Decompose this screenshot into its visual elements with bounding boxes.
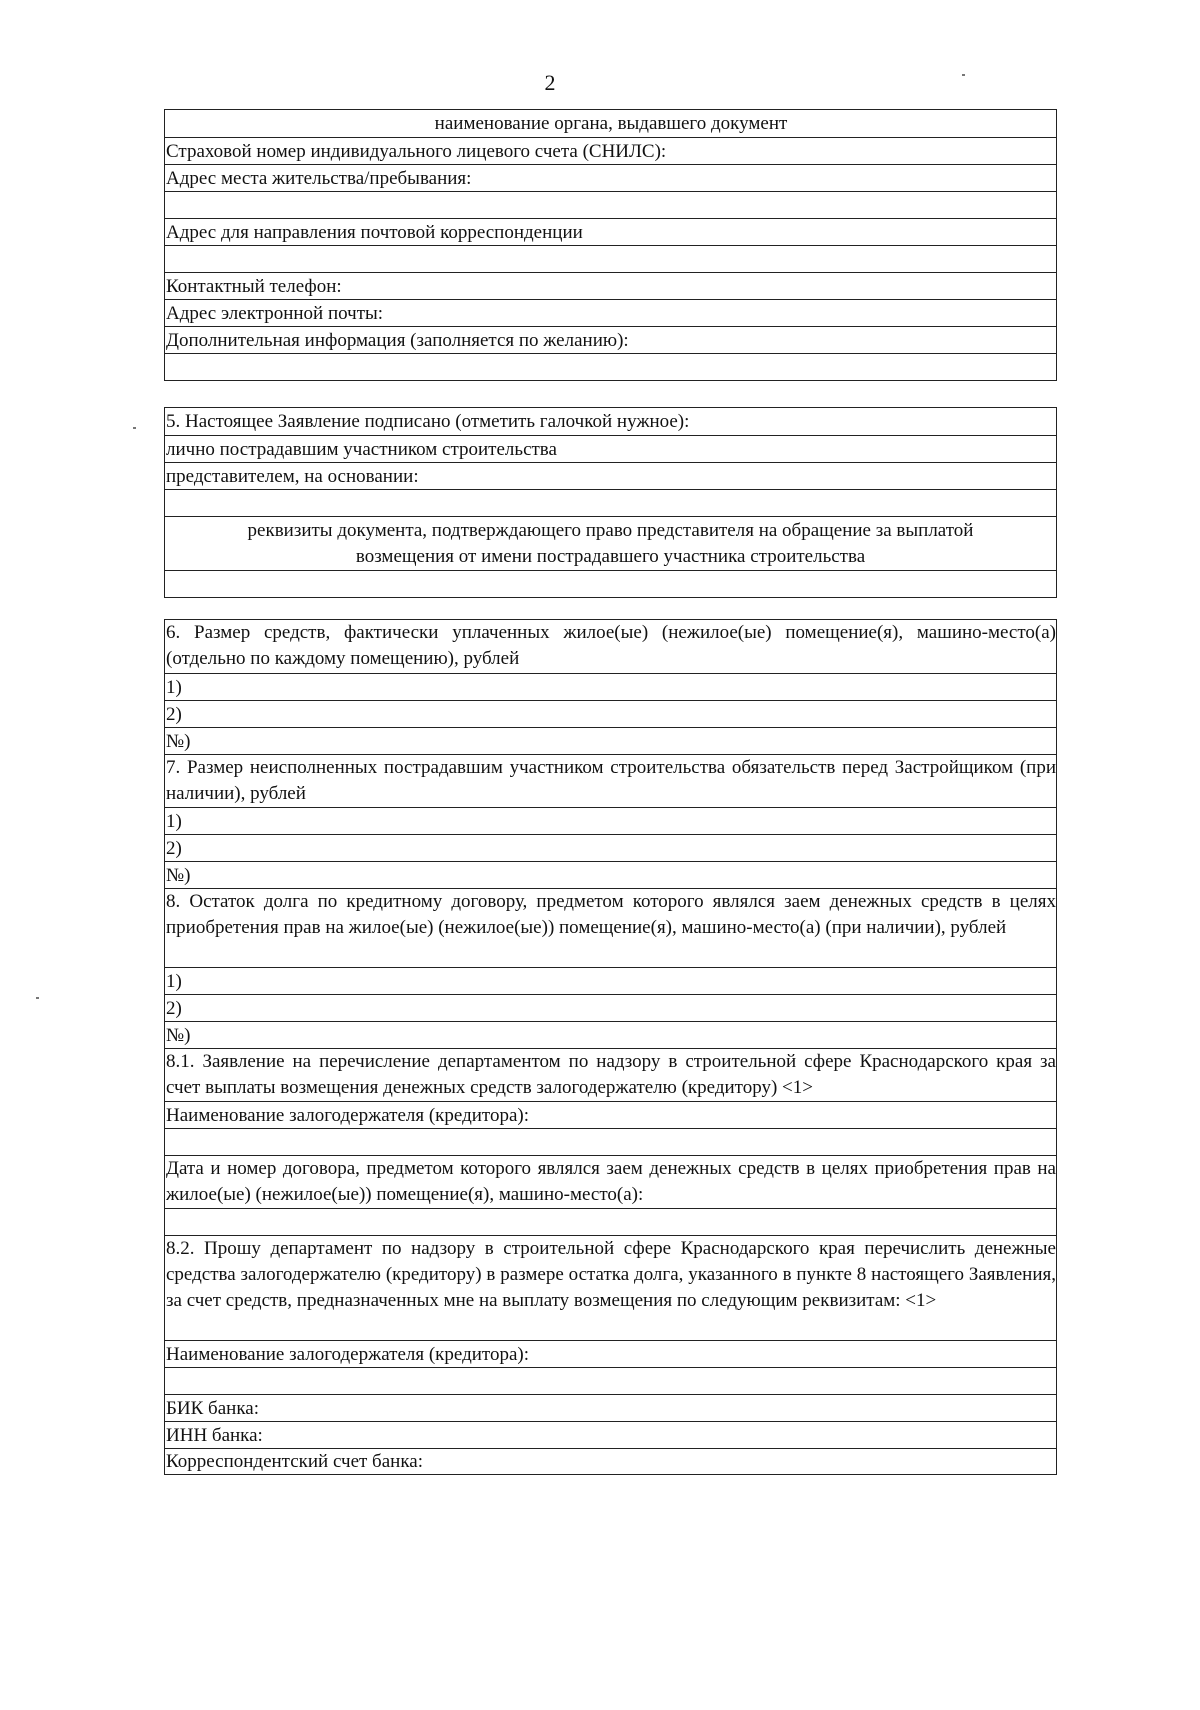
issuer-caption: наименование органа, выдавшего документ bbox=[434, 113, 788, 134]
item-7-title: 7. Размер неисполненных пострадавшим участником строительства обязательств перед Застройщиком (при наличии), рублей bbox=[165, 754, 1056, 807]
bank-bik-field: БИК банка: bbox=[165, 1394, 1056, 1421]
item-8-2-creditor-field: Наименование залогодержателя (кредитора): bbox=[165, 1340, 1056, 1367]
item-7-line-1: 1) bbox=[165, 807, 1056, 834]
additional-info-field: Дополнительная информация (заполняется по желанию): bbox=[165, 326, 1056, 353]
item-8-title: 8. Остаток долга по кредитному договору, предметом которого являлся заем денежных средств в целях приобретения прав на жилое(ые) (нежилое(ые)) помещение(я), машино-место(а) (при наличии), рублей bbox=[165, 888, 1056, 967]
item-8-1-contract-field: Дата и номер договора, предметом которого являлся заем денежных средств в целях приобретения прав на жилое(ые) (нежилое(ые)) помещение(я), машино-место(а): bbox=[165, 1155, 1056, 1208]
signed-by-representative-option: представителем, на основании: bbox=[165, 462, 1056, 489]
item-8-line-n: №) bbox=[165, 1021, 1056, 1048]
item-8-line-2: 2) bbox=[165, 994, 1056, 1021]
residence-address-blank bbox=[165, 191, 1056, 218]
amounts-table bbox=[164, 619, 1057, 1475]
item-8-2-title: 8.2. Прошу департамент по надзору в строительной сфере Краснодарского края перечислить денежные средства залогодержателю (кредитору) в размере остатка долга, указанного в пункте 8 настоящего Заявления, за счет средств, предназначенных мне на выплату возмещения по следующим реквизитам: <1> bbox=[165, 1235, 1056, 1340]
representative-document-blank bbox=[165, 570, 1056, 597]
residence-address-field: Адрес места жительства/пребывания: bbox=[165, 164, 1056, 191]
item-6-line-2: 2) bbox=[165, 700, 1056, 727]
representative-basis-blank bbox=[165, 489, 1056, 516]
item-6-line-1: 1) bbox=[165, 673, 1056, 700]
item-8-1-creditor-blank bbox=[165, 1128, 1056, 1155]
item-8-1-creditor-field: Наименование залогодержателя (кредитора): bbox=[165, 1101, 1056, 1128]
scan-speck bbox=[36, 997, 39, 999]
signature-table bbox=[164, 407, 1057, 598]
postal-address-blank bbox=[165, 245, 1056, 272]
item-8-2-creditor-blank bbox=[165, 1367, 1056, 1394]
item-8-line-1: 1) bbox=[165, 967, 1056, 994]
signature-title: 5. Настоящее Заявление подписано (отметить галочкой нужное): bbox=[166, 411, 690, 432]
scan-speck bbox=[962, 74, 965, 76]
signed-personally-option: лично пострадавшим участником строительства bbox=[165, 435, 1056, 462]
item-6-line-n: №) bbox=[165, 727, 1056, 754]
item-6-title: 6. Размер средств, фактически уплаченных жилое(ые) (нежилое(ые) помещение(я), машино-место(а) (отдельно по каждому помещению), рублей bbox=[166, 622, 1056, 669]
page-number: 2 bbox=[544, 70, 556, 95]
email-field: Адрес электронной почты: bbox=[165, 299, 1056, 326]
scan-speck bbox=[133, 427, 136, 429]
item-8-1-contract-blank bbox=[165, 1208, 1056, 1235]
item-8-1-title: 8.1. Заявление на перечисление департаментом по надзору в строительной сфере Краснодарского края за счет выплаты возмещения денежных средств залогодержателю (кредитору) <1> bbox=[165, 1048, 1056, 1101]
applicant-contacts-table bbox=[164, 109, 1057, 381]
snils-field: Страховой номер индивидуального лицевого счета (СНИЛС): bbox=[165, 137, 1056, 164]
bank-inn-field: ИНН банка: bbox=[165, 1421, 1056, 1448]
phone-field: Контактный телефон: bbox=[165, 272, 1056, 299]
postal-address-field: Адрес для направления почтовой корреспонденции bbox=[165, 218, 1056, 245]
representative-document-caption: реквизиты документа, подтверждающего право представителя на обращение за выплатой возмещения от имени пострадавшего участника строительства bbox=[165, 516, 1056, 570]
additional-info-blank bbox=[165, 353, 1056, 380]
correspondent-account-field: Корреспондентский счет банка: bbox=[165, 1448, 1056, 1474]
item-7-line-n: №) bbox=[165, 861, 1056, 888]
item-7-line-2: 2) bbox=[165, 834, 1056, 861]
